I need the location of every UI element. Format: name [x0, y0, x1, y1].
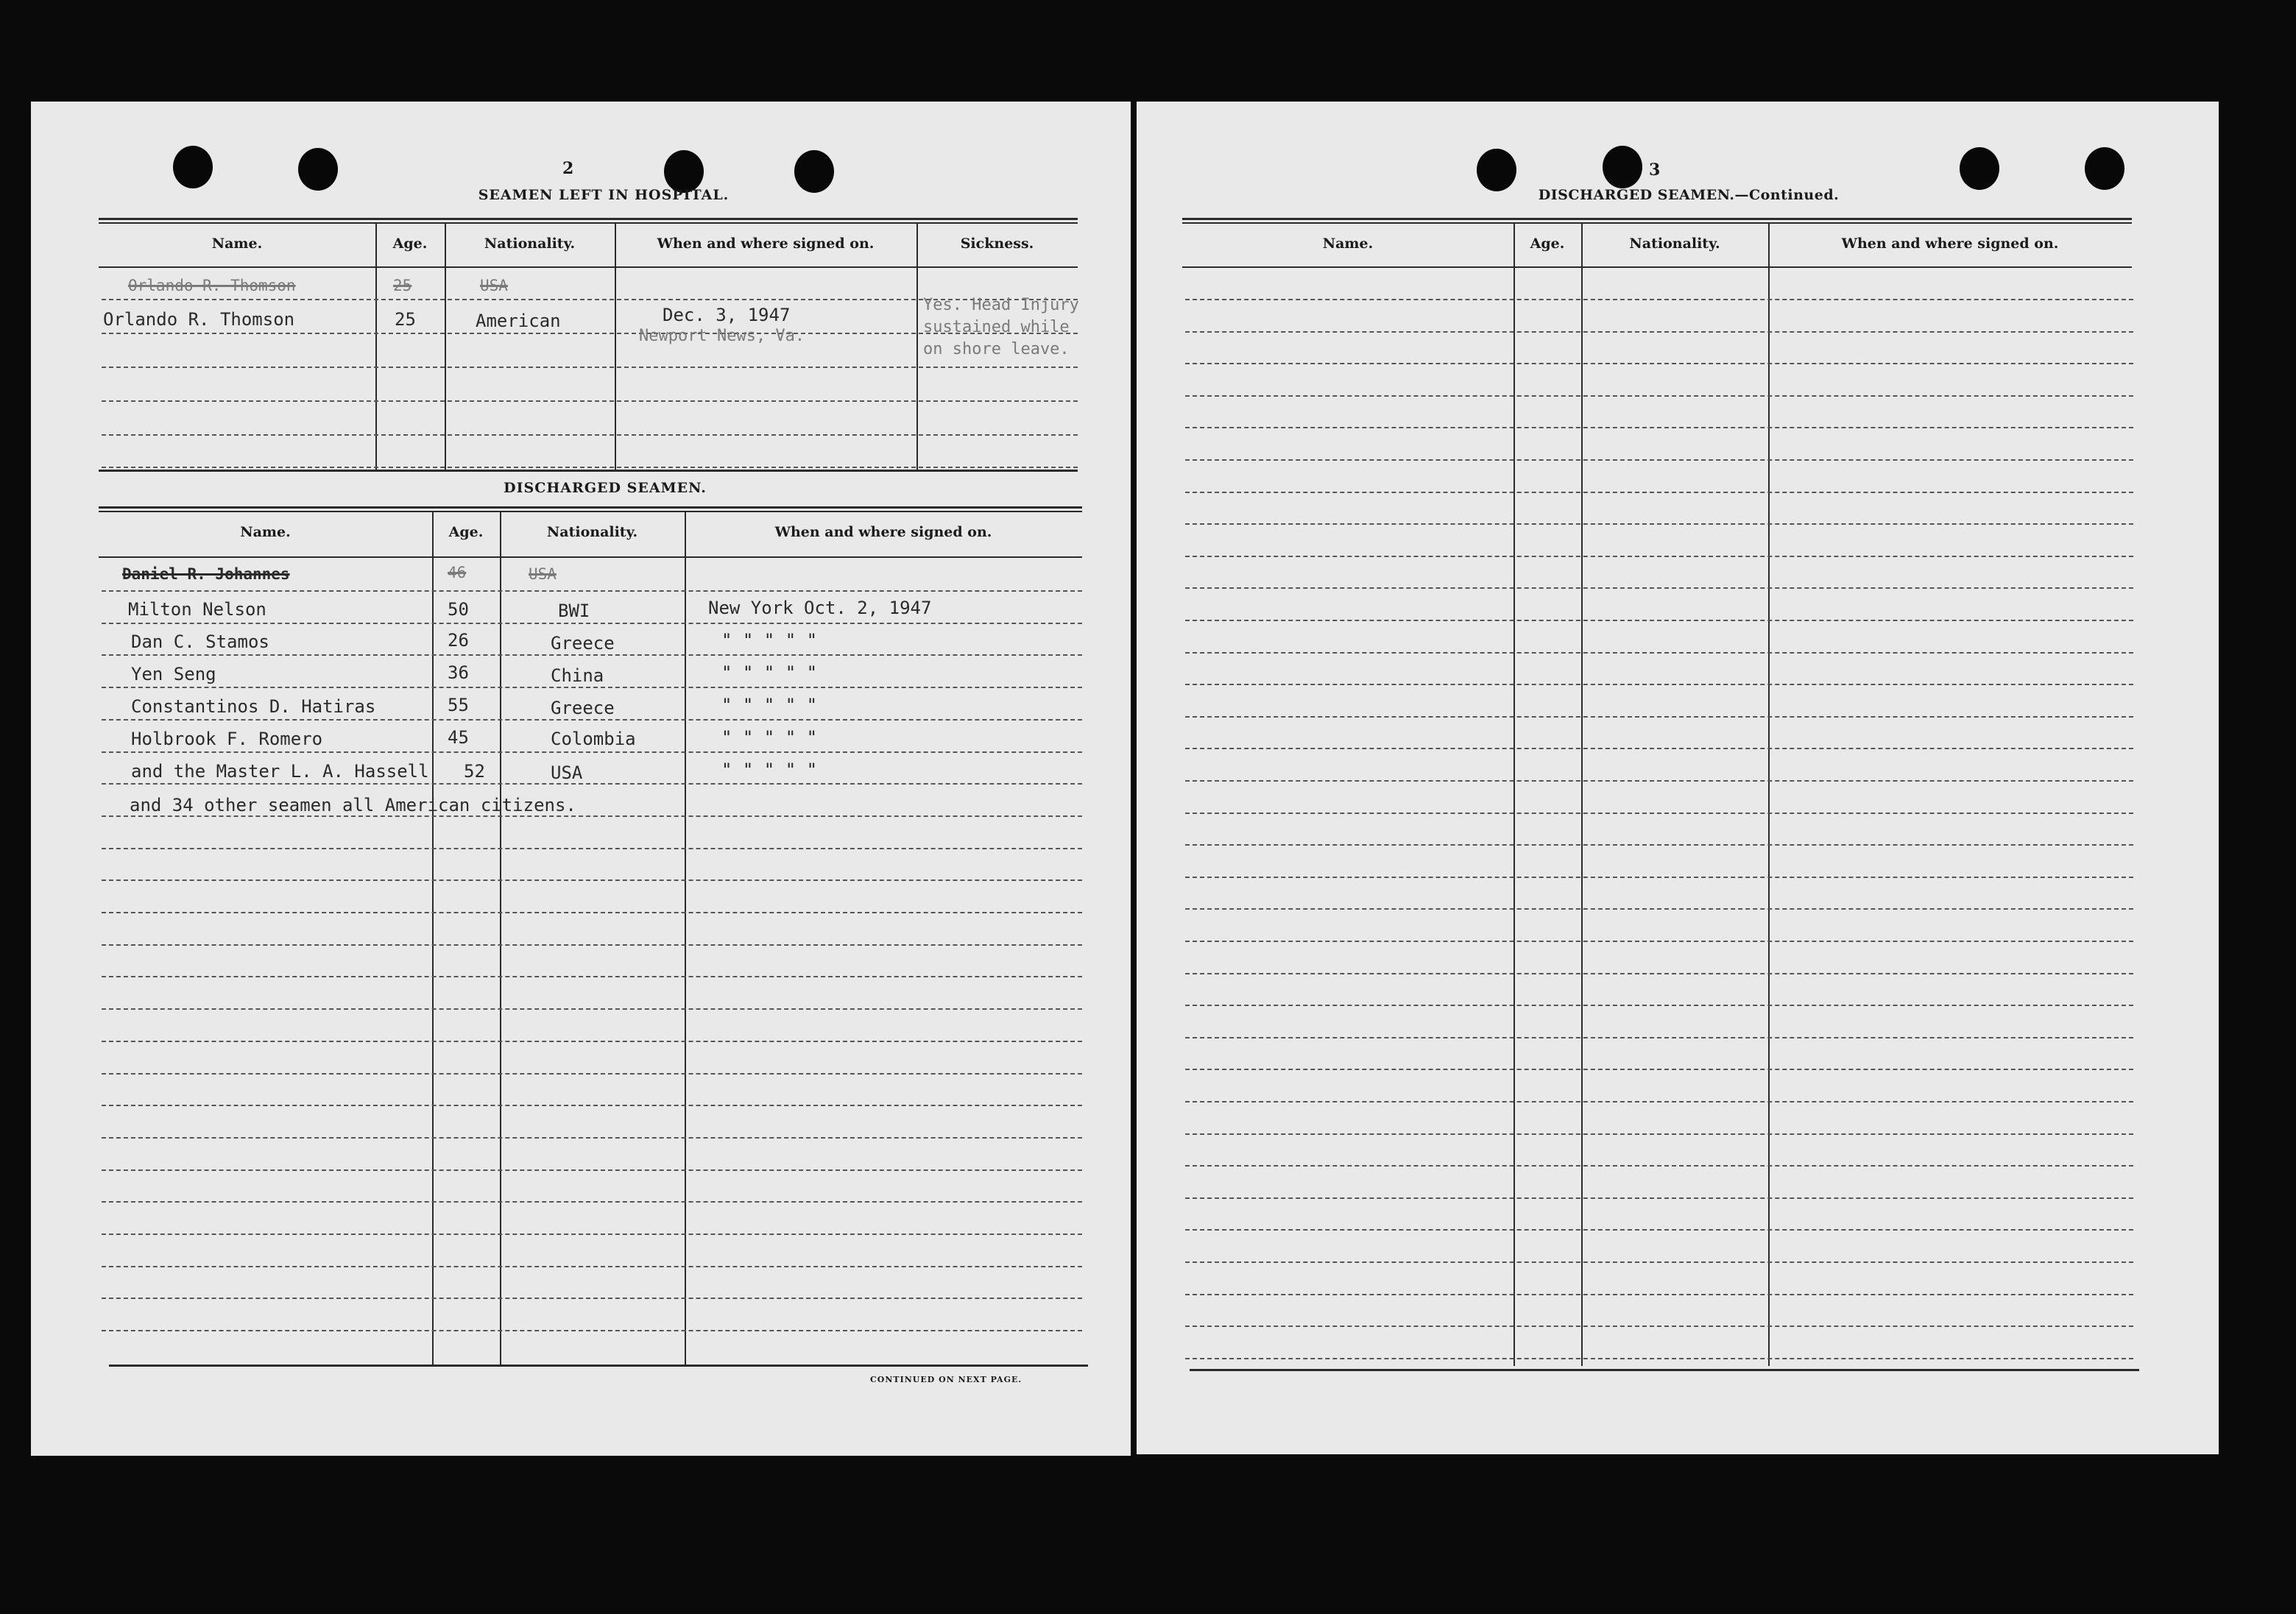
right-page	[1137, 102, 2219, 1454]
seaman-nationality: USA	[551, 762, 583, 783]
punch-hole	[2085, 147, 2124, 190]
discharged-section-title: DISCHARGED SEAMEN.	[504, 480, 707, 496]
seaman-age: 26	[448, 630, 469, 651]
seaman-signed-on: New York Oct. 2, 1947	[708, 598, 932, 618]
header-nationality: Nationality.	[1629, 236, 1720, 252]
row-rule	[102, 687, 1082, 688]
table-rule	[109, 1365, 1088, 1367]
row-rule	[1185, 877, 2133, 878]
table-rule	[1182, 266, 2132, 268]
row-rule	[102, 1266, 1082, 1267]
table-rule	[1182, 218, 2132, 220]
row-rule	[1185, 1101, 2133, 1102]
struck-nationality: USA	[529, 565, 557, 583]
seaman-name: Constantinos D. Hatiras	[131, 696, 376, 717]
sickness-line-2: sustained while	[923, 318, 1070, 336]
row-rule	[102, 623, 1082, 624]
hospital-nationality: American	[476, 311, 561, 331]
seaman-age: 50	[448, 599, 469, 620]
row-rule	[102, 1041, 1082, 1042]
seaman-nationality: Greece	[551, 698, 615, 718]
row-rule	[102, 879, 1082, 881]
header-name: Name.	[1322, 236, 1374, 252]
row-rule	[102, 1073, 1082, 1075]
struck-name: Orlando R. Thomson	[128, 277, 296, 294]
row-rule	[102, 1201, 1082, 1203]
table-rule	[1190, 1369, 2139, 1371]
column-divider	[500, 511, 501, 1365]
row-rule	[1185, 620, 2133, 621]
punch-hole	[1603, 146, 1642, 188]
seaman-age: 55	[448, 695, 469, 715]
row-rule	[1185, 1069, 2133, 1070]
table-rule	[99, 222, 1078, 224]
seaman-age: 36	[448, 662, 469, 683]
row-rule	[1185, 1037, 2133, 1038]
row-rule	[1185, 427, 2133, 428]
seaman-nationality: China	[551, 665, 604, 686]
sickness-line-3: on shore leave.	[923, 340, 1070, 358]
row-rule	[1185, 587, 2133, 589]
row-rule	[1185, 973, 2133, 974]
struck-name: Daniel R. Johannes	[122, 565, 290, 583]
row-rule	[1185, 523, 2133, 525]
row-rule	[102, 400, 1078, 402]
header-nationality: Nationality.	[546, 524, 638, 540]
row-rule	[1185, 363, 2133, 364]
row-rule	[102, 467, 1078, 468]
row-rule	[102, 848, 1082, 849]
row-rule	[102, 944, 1082, 946]
struck-age: 46	[448, 564, 467, 581]
seaman-name: Holbrook F. Romero	[131, 729, 323, 749]
header-signed-on: When and where signed on.	[774, 524, 992, 540]
row-rule	[102, 976, 1082, 977]
row-rule	[102, 367, 1078, 368]
row-rule	[102, 590, 1082, 592]
row-rule	[102, 1105, 1082, 1106]
header-signed-on: When and where signed on.	[1841, 236, 2059, 252]
header-age: Age.	[1530, 236, 1565, 252]
column-divider	[1513, 222, 1515, 1366]
table-rule	[99, 556, 1082, 558]
seaman-name: Milton Nelson	[128, 599, 266, 620]
row-rule	[1185, 395, 2133, 397]
seaman-nationality: Colombia	[551, 729, 636, 749]
hospital-age: 25	[395, 309, 416, 330]
column-divider	[615, 222, 616, 470]
row-rule	[102, 912, 1082, 913]
row-rule	[1185, 1005, 2133, 1006]
header-age: Age.	[392, 236, 428, 252]
row-rule	[1185, 1261, 2133, 1263]
punch-hole	[1960, 147, 1999, 190]
column-divider	[375, 222, 377, 470]
row-rule	[1185, 684, 2133, 685]
punch-hole	[173, 146, 213, 188]
punch-hole	[1477, 149, 1516, 191]
row-rule	[1185, 1325, 2133, 1327]
row-rule	[102, 1298, 1082, 1299]
row-rule	[1185, 556, 2133, 557]
row-rule	[102, 783, 1082, 785]
seaman-signed-on: " " " " "	[721, 760, 818, 780]
seaman-nationality: Greece	[551, 633, 615, 654]
seaman-signed-on: " " " " "	[721, 630, 818, 651]
seaman-name: and the Master L. A. Hassell	[131, 761, 429, 782]
row-rule	[102, 1169, 1082, 1171]
row-rule	[1185, 1358, 2133, 1359]
table-rule	[99, 506, 1082, 509]
row-rule	[102, 434, 1078, 436]
page-number: 3	[1649, 160, 1661, 180]
hospital-section-title: SEAMEN LEFT IN HOSPITAL.	[478, 187, 730, 203]
column-divider	[1768, 222, 1770, 1366]
table-rule	[99, 218, 1078, 220]
row-rule	[1185, 299, 2133, 300]
column-divider	[445, 222, 446, 470]
seaman-signed-on: " " " " "	[721, 695, 818, 715]
table-rule	[99, 470, 1078, 472]
row-rule	[1185, 780, 2133, 782]
header-name: Name.	[240, 524, 291, 540]
row-rule	[1185, 748, 2133, 749]
seaman-signed-on: " " " " "	[721, 662, 818, 683]
header-nationality: Nationality.	[484, 236, 576, 252]
column-divider	[432, 511, 434, 1365]
struck-age: 25	[393, 277, 412, 294]
row-rule	[1185, 1133, 2133, 1135]
row-rule	[1185, 1294, 2133, 1295]
punch-hole	[298, 148, 338, 191]
seaman-age: 52	[464, 761, 485, 782]
sickness-line-1: Yes. Head Injury	[923, 296, 1079, 314]
column-divider	[685, 511, 686, 1365]
row-rule	[1185, 908, 2133, 910]
row-rule	[102, 1137, 1082, 1139]
row-rule	[102, 654, 1082, 656]
row-rule	[102, 719, 1082, 721]
row-rule	[1185, 1165, 2133, 1167]
row-rule	[102, 1008, 1082, 1010]
row-rule	[102, 751, 1082, 753]
column-divider	[916, 222, 918, 470]
row-rule	[1185, 813, 2133, 814]
header-signed-on: When and where signed on.	[657, 236, 875, 252]
seaman-name: Dan C. Stamos	[131, 631, 269, 652]
row-rule	[102, 815, 1082, 817]
row-rule	[1185, 459, 2133, 461]
table-rule	[99, 511, 1082, 512]
hospital-signed-place: Newport News, Va.	[639, 327, 805, 345]
row-rule	[1185, 331, 2133, 333]
other-seamen-note: and 34 other seamen all American citizens.	[130, 795, 576, 815]
row-rule	[1185, 492, 2133, 493]
column-divider	[1581, 222, 1583, 1366]
hospital-name: Orlando R. Thomson	[103, 309, 295, 330]
row-rule	[1185, 652, 2133, 654]
header-sickness: Sickness.	[960, 236, 1034, 252]
right-section-title: DISCHARGED SEAMEN.—Continued.	[1538, 187, 1840, 203]
continued-note: CONTINUED ON NEXT PAGE.	[870, 1375, 1022, 1384]
header-age: Age.	[448, 524, 484, 540]
left-page	[31, 102, 1131, 1456]
row-rule	[1185, 1197, 2133, 1199]
seaman-age: 45	[448, 727, 469, 748]
row-rule	[1185, 844, 2133, 846]
row-rule	[1185, 941, 2133, 942]
row-rule	[1185, 1229, 2133, 1231]
header-name: Name.	[211, 236, 263, 252]
seaman-name: Yen Seng	[131, 664, 216, 684]
table-rule	[99, 266, 1078, 268]
seaman-signed-on: " " " " "	[721, 727, 818, 748]
table-rule	[1182, 222, 2132, 224]
page-number: 2	[562, 159, 574, 178]
row-rule	[102, 1330, 1082, 1331]
seaman-nationality: BWI	[558, 601, 590, 621]
hospital-signed-date: Dec. 3, 1947	[663, 305, 791, 325]
row-rule	[102, 1233, 1082, 1235]
struck-nationality: USA	[480, 277, 508, 294]
row-rule	[1185, 716, 2133, 718]
